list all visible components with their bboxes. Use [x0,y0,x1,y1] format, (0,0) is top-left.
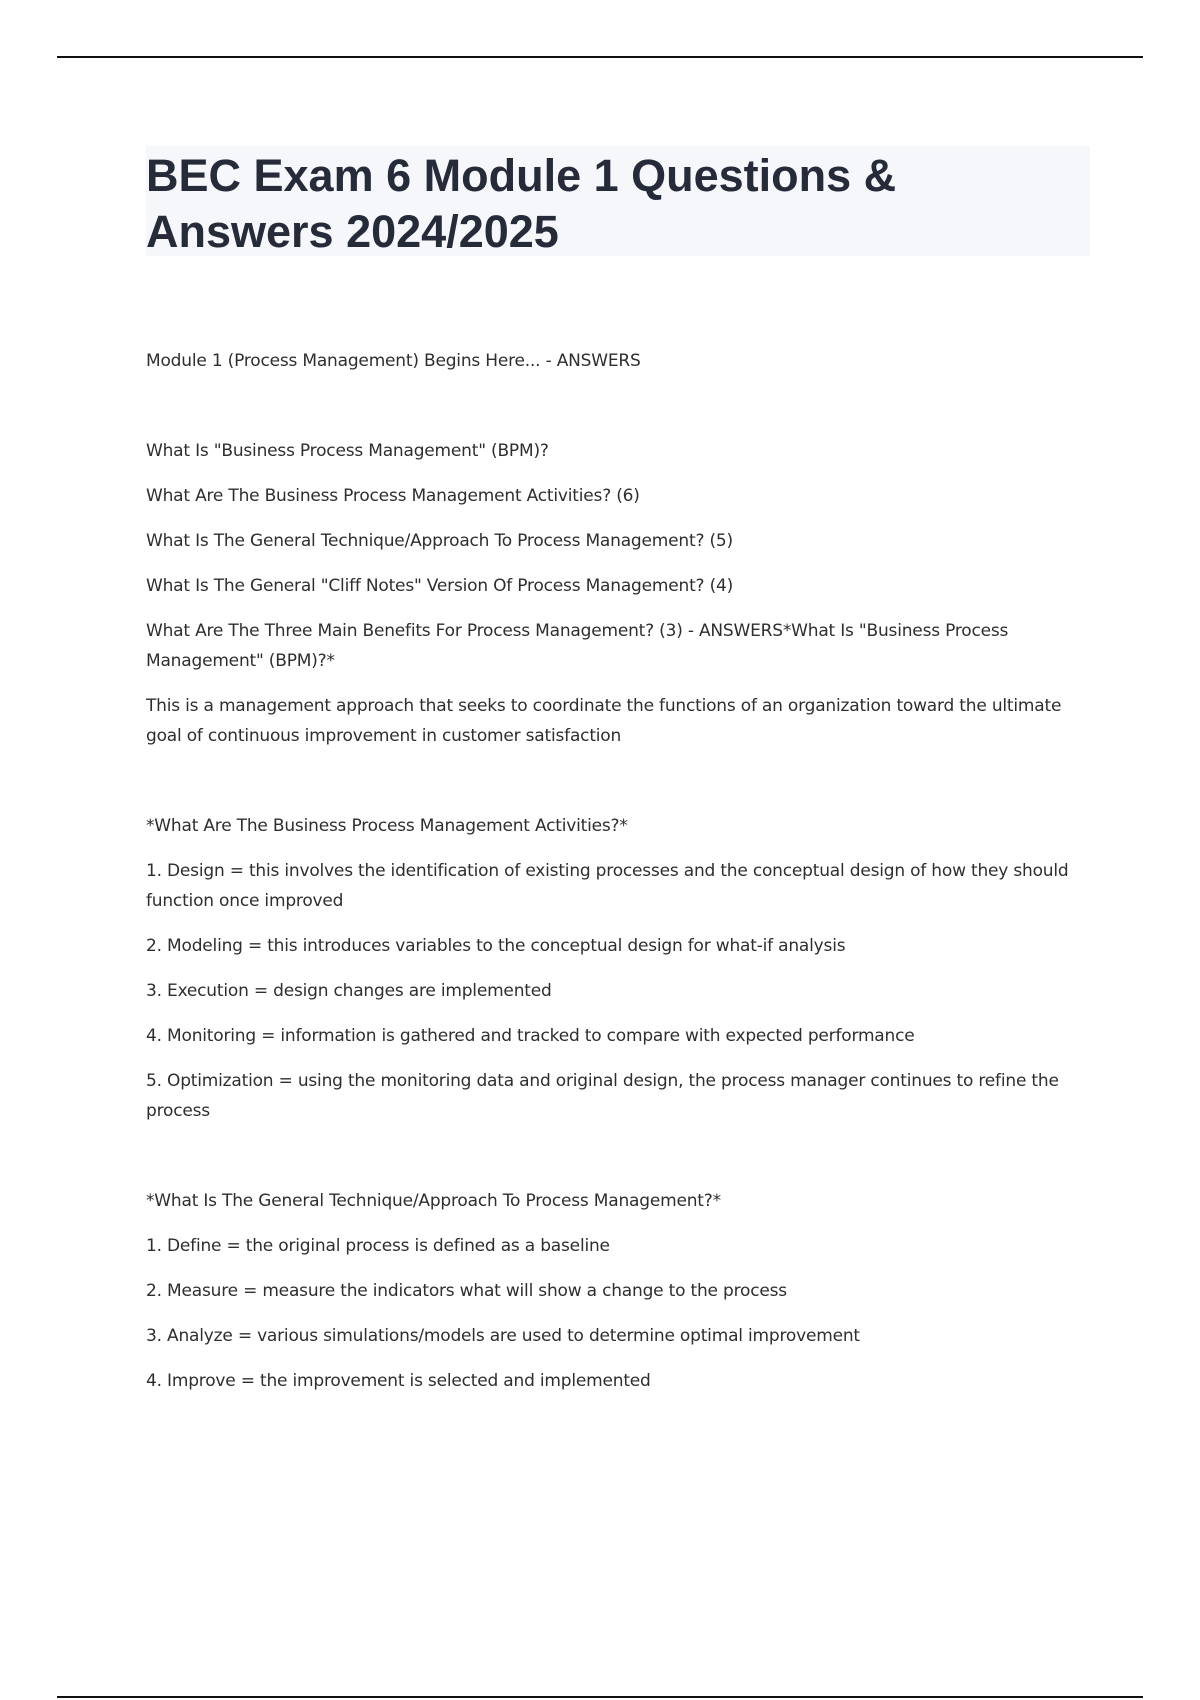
question-item: What Is The General "Cliff Notes" Version Of Process Management? (4) [146,576,734,596]
technique-heading: *What Is The General Technique/Approach To Process Management?* [146,1191,721,1211]
question-item: What Is "Business Process Management" (BPM)? [146,441,549,461]
technique-item: 1. Define = the original process is defined as a baseline [146,1236,610,1256]
question-item: What Are The Three Main Benefits For Process Management? (3) - ANSWERS*What Is "Business Process Management" (BPM)?* [146,621,1009,671]
activity-item: 2. Modeling = this introduces variables to the conceptual design for what-if analysis [146,936,846,956]
bpm-definition: This is a management approach that seeks to coordinate the functions of an organization toward the ultimate goal of continuous improvement in customer satisfaction [146,696,1062,746]
technique-item: 3. Analyze = various simulations/models are used to determine optimal improvement [146,1326,860,1346]
bottom-rule [57,1696,1143,1698]
intro-line: Module 1 (Process Management) Begins Here... - ANSWERS [146,351,641,371]
top-rule [57,56,1143,58]
technique-item: 4. Improve = the improvement is selected and implemented [146,1371,651,1391]
activity-item: 1. Design = this involves the identification of existing processes and the conceptual design of how they should function once improved [146,861,1069,911]
technique-item: 2. Measure = measure the indicators what will show a change to the process [146,1281,787,1301]
activity-item: 3. Execution = design changes are implemented [146,981,552,1001]
activity-item: 4. Monitoring = information is gathered and tracked to compare with expected performance [146,1026,915,1046]
question-item: What Is The General Technique/Approach To Process Management? (5) [146,531,733,551]
activities-heading: *What Are The Business Process Management Activities?* [146,816,628,836]
document-body [146,346,1090,1411]
document-title: BEC Exam 6 Module 1 Questions & Answers 2024/2025 [146,150,897,257]
activity-item: 5. Optimization = using the monitoring data and original design, the process manager continues to refine the process [146,1071,1059,1121]
question-item: What Are The Business Process Management Activities? (6) [146,486,640,506]
